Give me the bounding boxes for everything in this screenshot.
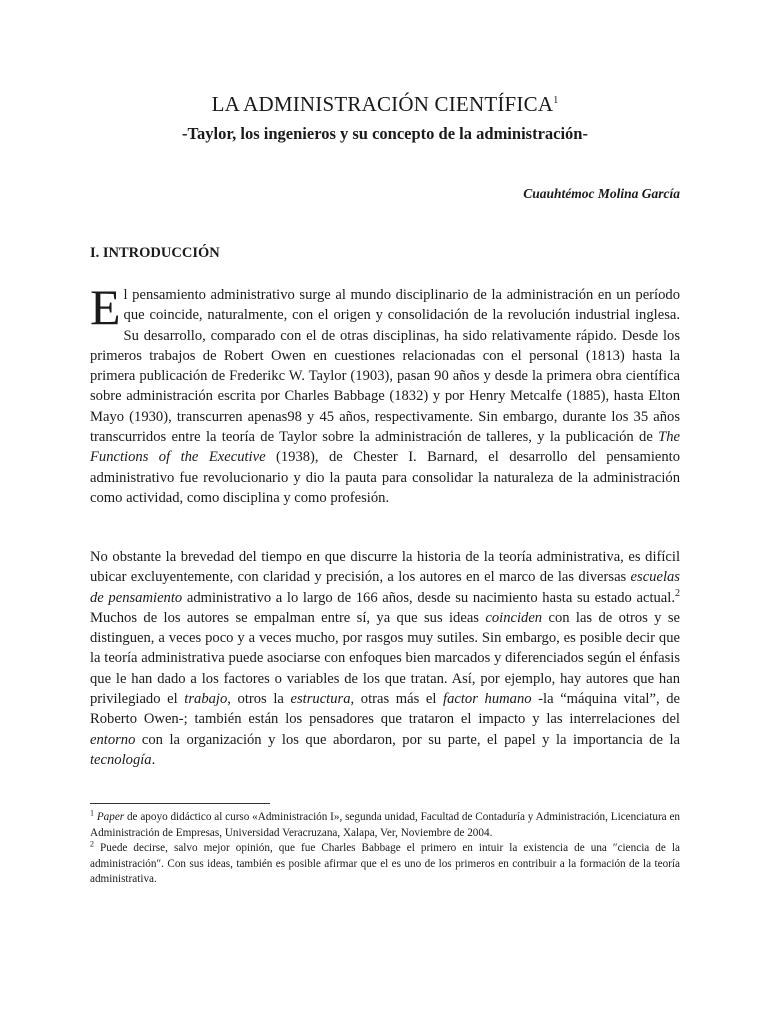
document-title [90,92,680,117]
emphasis-entorno: entorno [90,731,136,748]
paragraph-2-text-a: No obstante la brevedad del tiempo en que discurre la historia de la teoría administrativa, es difícil ubicar excluyentemente, con claridad y precisión, a los autores en el marco de las diversas [90,549,680,586]
paragraph-2-text-f: , otras más el [350,691,444,708]
paragraph-2-text-c: Muchos de los autores se empalman entre sí, ya que sus ideas [90,609,486,626]
author-name: Cuauhtémoc Molina García [523,186,680,201]
paragraph-2-text-d: con las de otros y se distinguen, a veces poco y a veces mucho, por rasgos muy sutiles. Sin embargo, es posible decir que la teoría administrativa puede asociarse con enfoques bien marcados y diferenciados según el énfasis que le han dado a los factores o variables de los que tratan. Así, por ejemplo, hay autores que han privilegiado el [90,609,680,708]
footnote-2-text: Puede decirse, salvo mejor opinión, que fue Charles Babbage el primero en intuir la existencia de una ″ciencia de la administración″. Con sus ideas, también es posible afirmar que el es uno de los primeros en contribuir a la formación de la teoría administrativa. [90,842,680,886]
book-title: The Functions of the Executive [90,429,680,466]
footnote-1-text: de apoyo didáctico al curso «Administración I», segunda unidad, Facultad de Contaduría y Administración, Licenciatura en Administración de Empresas, Universidad Veracruzana, Xalapa, Ver, Noviembre de 2004. [90,811,681,839]
paragraph-1-text-b: (1938), de Chester I. Barnard, el desarrollo del pensamiento administrativo fue revolucionario y dio la pauta para consolidar la naturaleza de la administración como actividad, como disciplina y como profesión. [90,449,680,506]
paragraph-2-text-e: , otros la [227,691,291,708]
paragraph-introduction-2 [90,547,680,770]
document-subtitle: -Taylor, los ingenieros y su concepto de la administración- [182,124,588,143]
paragraph-1-text-a: l pensamiento administrativo surge al mundo disciplinario de la administración en un período que coincide, naturalmente, con el origen y consolidación de la revolución industrial inglesa. Su desarrollo, comparado con el de otras disciplinas, ha sido relativamente rápido. Desde los primeros trabajos de Robert Owen en cuestiones relacionadas con el personal (1813) hasta la primera publicación de Frederikc W. Taylor (1903), pasan 90 años y desde la primera obra científica sobre administración escrita por Charles Babbage (1832) y por Henry Metcalfe (1885), hasta Elton Mayo (1930), transcurren apenas98 y 45 años, respectivamente. Sin embargo, durante los 35 años transcurridos entre la teoría de Taylor sobre la administración de talleres, y la publicación de [90,287,680,446]
footnote-divider [90,803,270,804]
footnote-2-mark: 2 [90,839,94,849]
drop-cap: E [90,279,121,335]
footnote-1 [90,810,680,841]
footnote-ref-2[interactable]: 2 [675,587,680,599]
paragraph-2-text-h: con la organización y los que abordaron, por su parte, el papel y la importancia de la [135,731,680,748]
paragraph-2-text-i: . [151,751,156,768]
emphasis-trabajo: trabajo [184,691,228,708]
footnote-1-emphasis: Paper [96,811,125,823]
footnotes [90,810,680,888]
emphasis-escuelas: escuelas de pensamiento [90,569,680,606]
section-heading: I. INTRODUCCIÓN [90,245,220,261]
title-text: LA ADMINISTRACIÓN CIENTÍFICA [211,92,554,116]
paragraph-introduction-1 [90,279,680,508]
paragraph-2-text-b: administrativo a lo largo de 166 años, desde su nacimiento hasta su estado actual. [182,589,675,606]
document-page [90,0,680,1024]
emphasis-coinciden: coinciden [485,609,543,626]
emphasis-tecnologia: tecnología [90,751,152,768]
title-footnote-ref[interactable]: 1 [553,95,559,106]
paragraph-2-text-g: -la “máquina vital”, de Roberto Owen-; también están los pensadores que trataron el impacto y las interrelaciones del [90,691,680,728]
footnote-2 [90,841,680,888]
footnote-1-mark: 1 [90,808,94,818]
emphasis-factor-humano: factor humano [443,691,532,708]
emphasis-estructura: estructura [290,691,351,708]
